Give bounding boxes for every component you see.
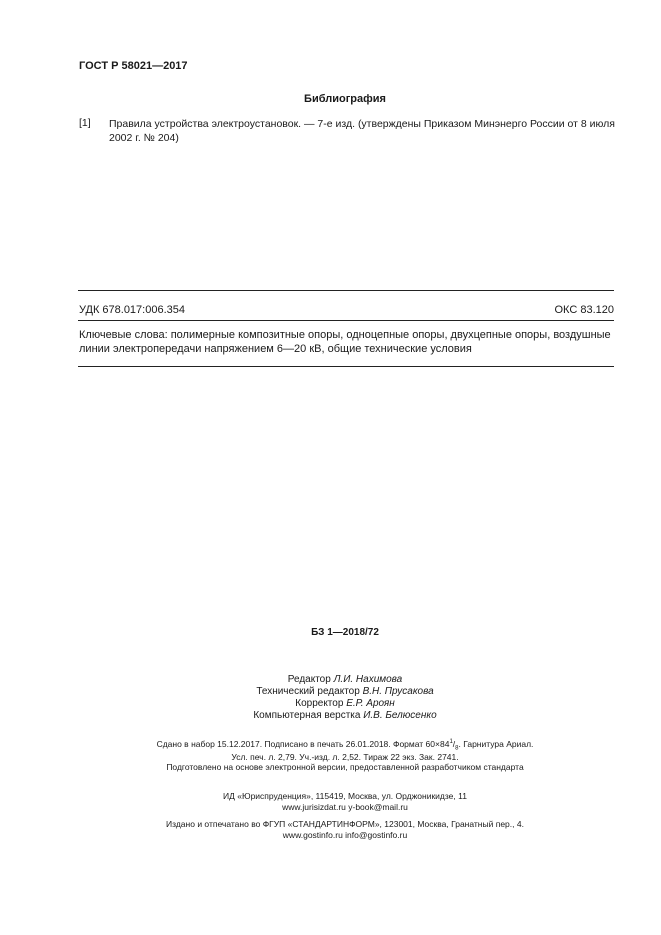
print-details-3: Подготовлено на основе электронной версии, предоставленной разработчиком стандарта bbox=[166, 762, 524, 772]
corrector-line bbox=[0, 698, 661, 710]
publisher-line-2: www.jurisizdat.ru y-book@mail.ru bbox=[282, 802, 408, 812]
format-sup: 1 bbox=[449, 739, 453, 746]
divider-top bbox=[78, 290, 614, 291]
format-sub: 8 bbox=[455, 745, 459, 752]
bibliography-title: Библиография bbox=[304, 93, 386, 105]
editorial-credits bbox=[0, 674, 661, 722]
print-details-1: Сдано в набор 15.12.2017. Подписано в печать 26.01.2018. Формат $60\times 84^1/_8$. Гарнитура Ариал. bbox=[156, 739, 534, 752]
layout-label: Компьютерная верстка bbox=[253, 710, 364, 721]
keywords-text: Ключевые слова: полимерные композитные опоры, одноцепные опоры, двухцепные опоры, воздушные линии электропередачи напряжением 6—20 кВ, общие технические условия bbox=[79, 329, 611, 355]
editor-label: Редактор bbox=[287, 674, 334, 685]
tech-editor-label: Технический редактор bbox=[256, 686, 363, 697]
divider-middle bbox=[78, 320, 614, 321]
editor-line bbox=[0, 674, 661, 686]
editor-name: Л.И. Нахимова bbox=[333, 674, 403, 685]
print-details-1-text: Сдано в набор 15.12.2017. Подписано в печать 26.01.2018. Формат 60×84 bbox=[156, 739, 450, 749]
publisher-line-3: Издано и отпечатано во ФГУП «СТАНДАРТИНФОРМ», 123001, Москва, Гранатный пер., 4. bbox=[166, 819, 524, 829]
publisher-line-4: www.gostinfo.ru info@gostinfo.ru bbox=[282, 830, 408, 840]
layout-line bbox=[0, 710, 661, 722]
print-details-1-font: . Гарнитура Ариал. bbox=[458, 739, 534, 749]
standard-number: ГОСТ Р 58021—2017 bbox=[79, 60, 188, 72]
publisher-line-1: ИД «Юриспруденция», 115419, Москва, ул. Орджоникидзе, 11 bbox=[223, 791, 467, 801]
udc-code: УДК 678.017:006.354 bbox=[79, 304, 185, 316]
tech-editor-line bbox=[0, 686, 661, 698]
tech-editor-name: В.Н. Прусакова bbox=[362, 686, 434, 697]
bibliography-entry-number: [1] bbox=[79, 117, 91, 129]
divider-bottom bbox=[78, 366, 614, 367]
bibliography-entry-text: Правила устройства электроустановок. — 7-е изд. (утверждены Приказом Минэнерго России от 8 июля 2002 г. № 204) bbox=[109, 118, 615, 144]
bz-number: БЗ 1—2018/72 bbox=[311, 627, 379, 638]
print-details-2: Усл. печ. л. 2,79. Уч.-изд. л. 2,52. Тираж 22 экз. Зак. 2741. bbox=[231, 752, 459, 762]
oks-code: ОКС 83.120 bbox=[554, 304, 614, 316]
corrector-name: Е.Р. Ароян bbox=[346, 698, 395, 709]
layout-name: И.В. Белюсенко bbox=[363, 710, 437, 721]
corrector-label: Корректор bbox=[295, 698, 347, 709]
